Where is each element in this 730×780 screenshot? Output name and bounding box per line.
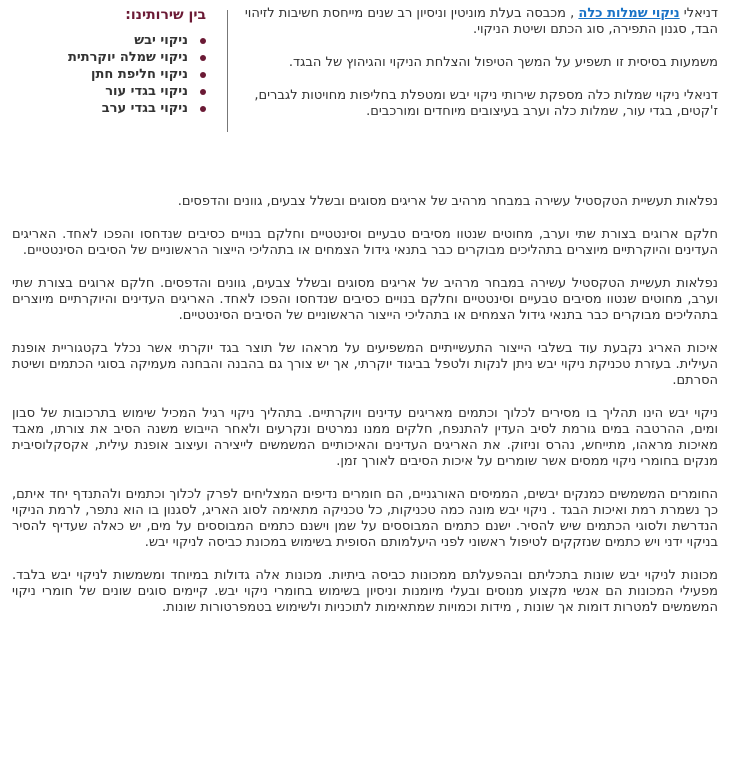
vertical-divider (227, 10, 228, 132)
body-paragraph: איכות האריג נקבעת עוד בשלבי הייצור התעשייתיים המשפיעים על מראהו של תוצר בגד יוקרתי אשר נכלל בקטגוריית אופנת העילית. בעזרת טכניקת ניקוי יבש ניתן לנקות ולטפל בביגוד יוקרתי, אך יש צורך גם בהבנה והבחנה מעמיקה בסוגי הכתמים ושיטת הסרתם. (12, 341, 718, 388)
bullet-icon (200, 89, 206, 95)
body-paragraph: מכונות לניקוי יבש שונות בתכליתם ובהפעלתם ממכונות כביסה ביתיות. מכונות אלה גדולות במיוחד ומשמשות לניקוי יבש בלבד. מפעילי המכונות הם אנשי מקצוע מנוסים ובעלי מיומנות וניסיון בשימוש בחומרי ניקוי יבש. קיימים סוגים שונים של חומרי ניקוי המשמשים למטרות דומות אך שונות , מידות וכמויות שמתאימות לתוכניות ולשימוש בטמפרטורות שונות. (12, 568, 718, 615)
bullet-icon (200, 106, 206, 112)
body-paragraph: ניקוי יבש הינו תהליך בו מסירים לכלוך וכתמים מאריגים עדינים ויוקרתיים. בתהליך ניקוי רגיל המכיל שימוש בתרכובות של סבון ומים, ההרטבה במים גורמת לסיב העדין להתנפח, חלקים ממנו נמרטים ונקרעים ולאחר הייבוש משנה הסיב את צורתו, מאבד מאיכות מראהו, מתייחש, נהרס וניזוק. את האריגים העדינים והאיכותיים המשמשים לייצירה ועיצוב אופנת עילית, אקסקלוסיבית מנקים בחומרי ניקוי ממסים אשר שומרים על איכות הסיבים לאורך זמן. (12, 406, 718, 469)
intro-paragraph-3: דניאלי ניקוי שמלות כלה מספקת שירותי ניקוי יבש ומטפלת בחליפות מחויטות לגברים, ז'קטים, בגדי עור, שמלות כלה וערב בעיצובים מיוחדים ומורכבים. (254, 88, 718, 119)
body-paragraph: נפלאות תעשיית הטקסטיל עשירה במבחר מרהיב של אריגים מסוגים ובשלל צבעים, גוונים והדפסים. (177, 194, 718, 209)
service-item (10, 100, 210, 117)
intro-rest-text: , מכבסה בעלת מוניטין וניסיון רב שנים מייחסת חשיבות לזיהוי הבד, סגנון התפירה, סוג הכתם ושיטת הניקוי. (244, 6, 718, 37)
top-section (10, 6, 718, 156)
intro-lead-text: דניאלי (683, 6, 718, 21)
bullet-icon (200, 72, 206, 78)
bullet-icon (200, 55, 206, 61)
intro-text (240, 6, 718, 137)
services-list (10, 32, 210, 117)
service-item (10, 66, 210, 83)
intro-paragraph-2: משמעות בסיסית זו תשפיע על המשך הטיפול והצלחת הניקוי והגיהוץ של הבגד. (288, 55, 718, 70)
service-item-label: ניקוי חליפת חתן (91, 67, 188, 82)
services-title: בין שירותינו: (125, 7, 206, 23)
service-item (10, 49, 210, 66)
service-item-label: ניקוי שמלה יוקרתית (68, 50, 188, 65)
body-paragraph: חלקם ארוגים בצורת שתי וערב, מחוטים שנטוו מסיבים טבעיים וסינטטיים וחלקם בנויים כסיבים שנדחסו והפכו לאחד. האריגים העדינים והיוקרתיים מיוצרים בתהליכים מבוקרים כבר בתנאי גידול הצמחים או בתהליכי הייצור הראשוניים של הסיבים הסינטטיים. (12, 227, 718, 258)
services-box (10, 6, 210, 117)
service-item-label: ניקוי בגדי ערב (101, 101, 188, 116)
article-body (12, 194, 718, 633)
service-item (10, 32, 210, 49)
service-item-label: ניקוי יבש (134, 33, 188, 48)
body-paragraph: החומרים המשמשים כמנקים יבשים, הממיסים האורגניים, הם חומרים נדיפים המצליחים לפרק לכלוך וכתמים ולהתנדף יחד איתם, כך נשמרת רמת ואיכות הבגד . ניקוי יבש מונה כמה טכניקות, כל טכניקה מתאימה לסוג האריג, לסגנון בו הוא נתפר, לרמת הניקוי הנדרשת ולסוגי הכתמים שיש להסיר. ישנם כתמים המבוססים על שמן וישנם כתמים המבוססים על מים, יש כאלה שעדיף להסיר בניקוי ידני ויש כתמים שנזקקים לטיפול ראשוני לפני היעלמותם הסופית בשימוש במכונת כביסה לניקוי יבש. (12, 487, 718, 550)
intro-paragraph-1 (240, 6, 718, 38)
service-item (10, 83, 210, 100)
body-paragraph: נפלאות תעשיית הטקסטיל עשירה במבחר מרהיב של אריגים מסוגים ובשלל צבעים, גוונים והדפסים. חלקם ארוגים בצורת שתי וערב, מחוטים שנטוו מסיבים טבעיים וסינטטיים וחלקם בנויים כסיבים שנדחסו והפכו לאחד. האריגים העדינים והיוקרתיים מיוצרים בתהליכים מבוקרים כבר בתנאי גידול הצמחים או בתהליכי הייצור הראשוניים של הסיבים הסינטטיים. (12, 276, 718, 323)
bullet-icon (200, 38, 206, 44)
service-item-label: ניקוי בגדי עור (105, 84, 188, 99)
wedding-dress-cleaning-link[interactable]: ניקוי שמלות כלה (578, 6, 680, 21)
